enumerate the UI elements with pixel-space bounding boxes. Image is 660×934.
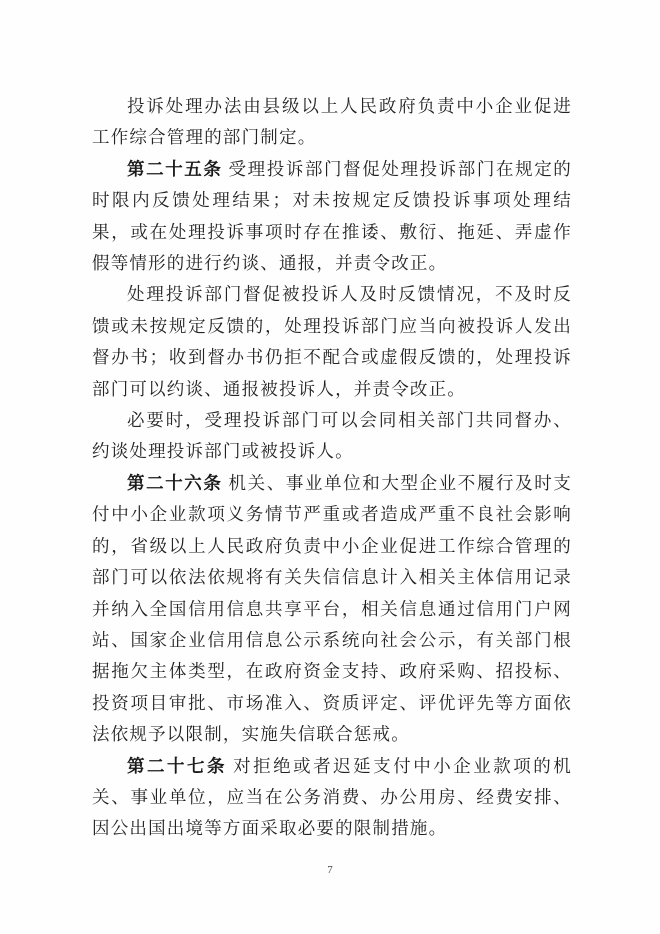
paragraph-text: 必要时，受理投诉部门可以会同相关部门共同督办、约谈处理投诉部门或被投诉人。 <box>92 411 572 463</box>
article-26-heading: 第二十六条 <box>127 473 223 494</box>
paragraph-complaint-measures <box>92 92 572 155</box>
paragraph-text: 受理投诉部门督促处理投诉部门在规定的时限内反馈处理结果；对未按规定反馈投诉事项处理结果，或在处理投诉事项时存在推诿、敷衍、拖延、弄虚作假等情形的进行约谈、通报，并责令改正。 <box>92 159 572 275</box>
paragraph-supervision <box>92 280 572 406</box>
document-body <box>92 92 572 846</box>
article-27-paragraph <box>92 752 572 846</box>
paragraph-text: 对拒绝或者迟延支付中小企业款项的机关、事业单位，应当在公务消费、办公用房、经费安排、因公出国出境等方面采取必要的限制措施。 <box>92 756 573 840</box>
paragraph-text: 机关、事业单位和大型企业不履行及时支付中小企业款项义务情节严重或者造成严重不良社会影响的，省级以上人民政府负责中小企业促进工作综合管理的部门可以依法依规将有关失信信息计入相关主体信用记录并纳入全国信用信息共享平台，相关信息通过信用门户网站、国家企业信用信息公示系统向社会公示，有关部门根据拖欠主体类型，在政府资金支持、政府采购、招投标、投资项目审批、市场准入、资质评定、评优评先等方面依法依规予以限制，实施失信联合惩戒。 <box>92 473 572 746</box>
article-25-paragraph <box>92 155 572 281</box>
article-27-heading: 第二十七条 <box>127 756 228 777</box>
paragraph-text: 处理投诉部门督促被投诉人及时反馈情况，不及时反馈或未按规定反馈的，处理投诉部门应当向被投诉人发出督办书；收到督办书仍拒不配合或虚假反馈的，处理投诉部门可以约谈、通报被投诉人，并责令改正。 <box>92 285 572 400</box>
page-number: 7 <box>327 864 333 876</box>
paragraph-text: 投诉处理办法由县级以上人民政府负责中小企业促进工作综合管理的部门制定。 <box>92 97 572 149</box>
article-25-heading: 第二十五条 <box>127 159 223 180</box>
paragraph-when-necessary <box>92 406 572 469</box>
article-26-paragraph <box>92 469 572 752</box>
